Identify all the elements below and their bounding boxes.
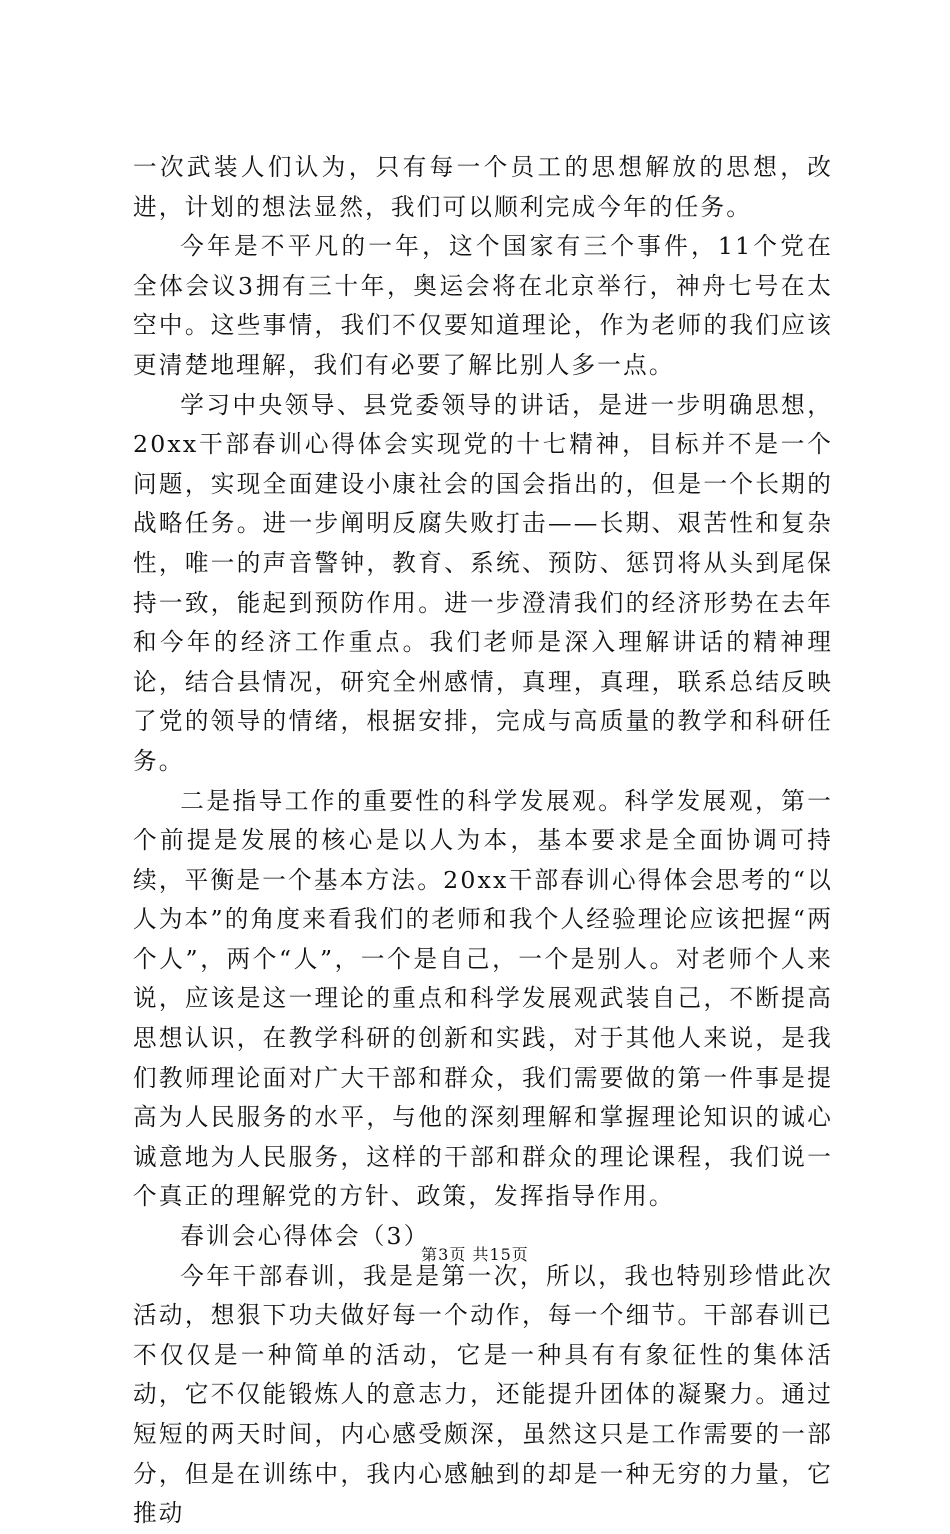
document-body — [133, 148, 833, 1534]
paragraph-events: 今年是不平凡的一年，这个国家有三个事件，11个党在全体会议3拥有三十年，奥运会将在北京举行，神舟七号在太空中。这些事情，我们不仅要知道理论，作为老师的我们应该更清楚地理解，我们有必要了解比别人多一点。 — [133, 232, 833, 379]
paragraph-scientific-development: 二是指导工作的重要性的科学发展观。科学发展观，第一个前提是发展的核心是以人为本，基本要求是全面协调可持续，平衡是一个基本方法。20xx干部春训心得体会思考的“以人为本”的角度来看我们的老师和我个人经验理论应该把握“两个人”，两个“人”，一个是自己，一个是别人。对老师个人来说，应该是这一理论的重点和科学发展观武装自己，不断提高思想认识，在教学科研的创新和实践，对于其他人来说，是我们教师理论面对广大干部和群众，我们需要做的第一件事是提高为人民服务的水平，与他的深刻理解和掌握理论知识的诚心诚意地为人民服务，这样的干部和群众的理论课程，我们说一个真正的理解党的方针、政策，发挥指导作用。 — [133, 786, 833, 1211]
page-number-footer: 第3页 共15页 — [421, 1245, 529, 1264]
paragraph-leadership-speech: 学习中央领导、县党委领导的讲话，是进一步明确思想，20xx干部春训心得体会实现党的十七精神，目标并不是一个问题，实现全面建设小康社会的国会指出的，但是一个长期的战略任务。进一步阐明反腐失败打击——长期、艰苦性和复杂性，唯一的声音警钟，教育、系统、预防、惩罚将从头到尾保持一致，能起到预防作用。进一步澄清我们的经济形势在去年和今年的经济工作重点。我们老师是深入理解讲话的精神理论，结合县情况，研究全州感情，真理，真理，联系总结反映了党的领导的情绪，根据安排，完成与高质量的教学和科研任务。 — [133, 390, 833, 775]
paragraph-spring-training: 今年干部春训，我是是第一次，所以，我也特别珍惜此次活动，想狠下功夫做好每一个动作，每一个细节。干部春训已不仅仅是一种简单的活动，它是一种具有有象征性的集体活动，它不仅能锻炼人的意志力，还能提升团体的凝聚力。通过短短的两天时间，内心感受颇深，虽然这只是工作需要的一部分，但是在训练中，我内心感触到的却是一种无穷的力量，它推动 — [133, 1261, 833, 1528]
section-heading: 春训会心得体会（3） — [180, 1222, 430, 1251]
paragraph-continuation: 一次武装人们认为，只有每一个员工的思想解放的思想，改进，计划的想法显然，我们可以顺利完成今年的任务。 — [133, 153, 833, 221]
